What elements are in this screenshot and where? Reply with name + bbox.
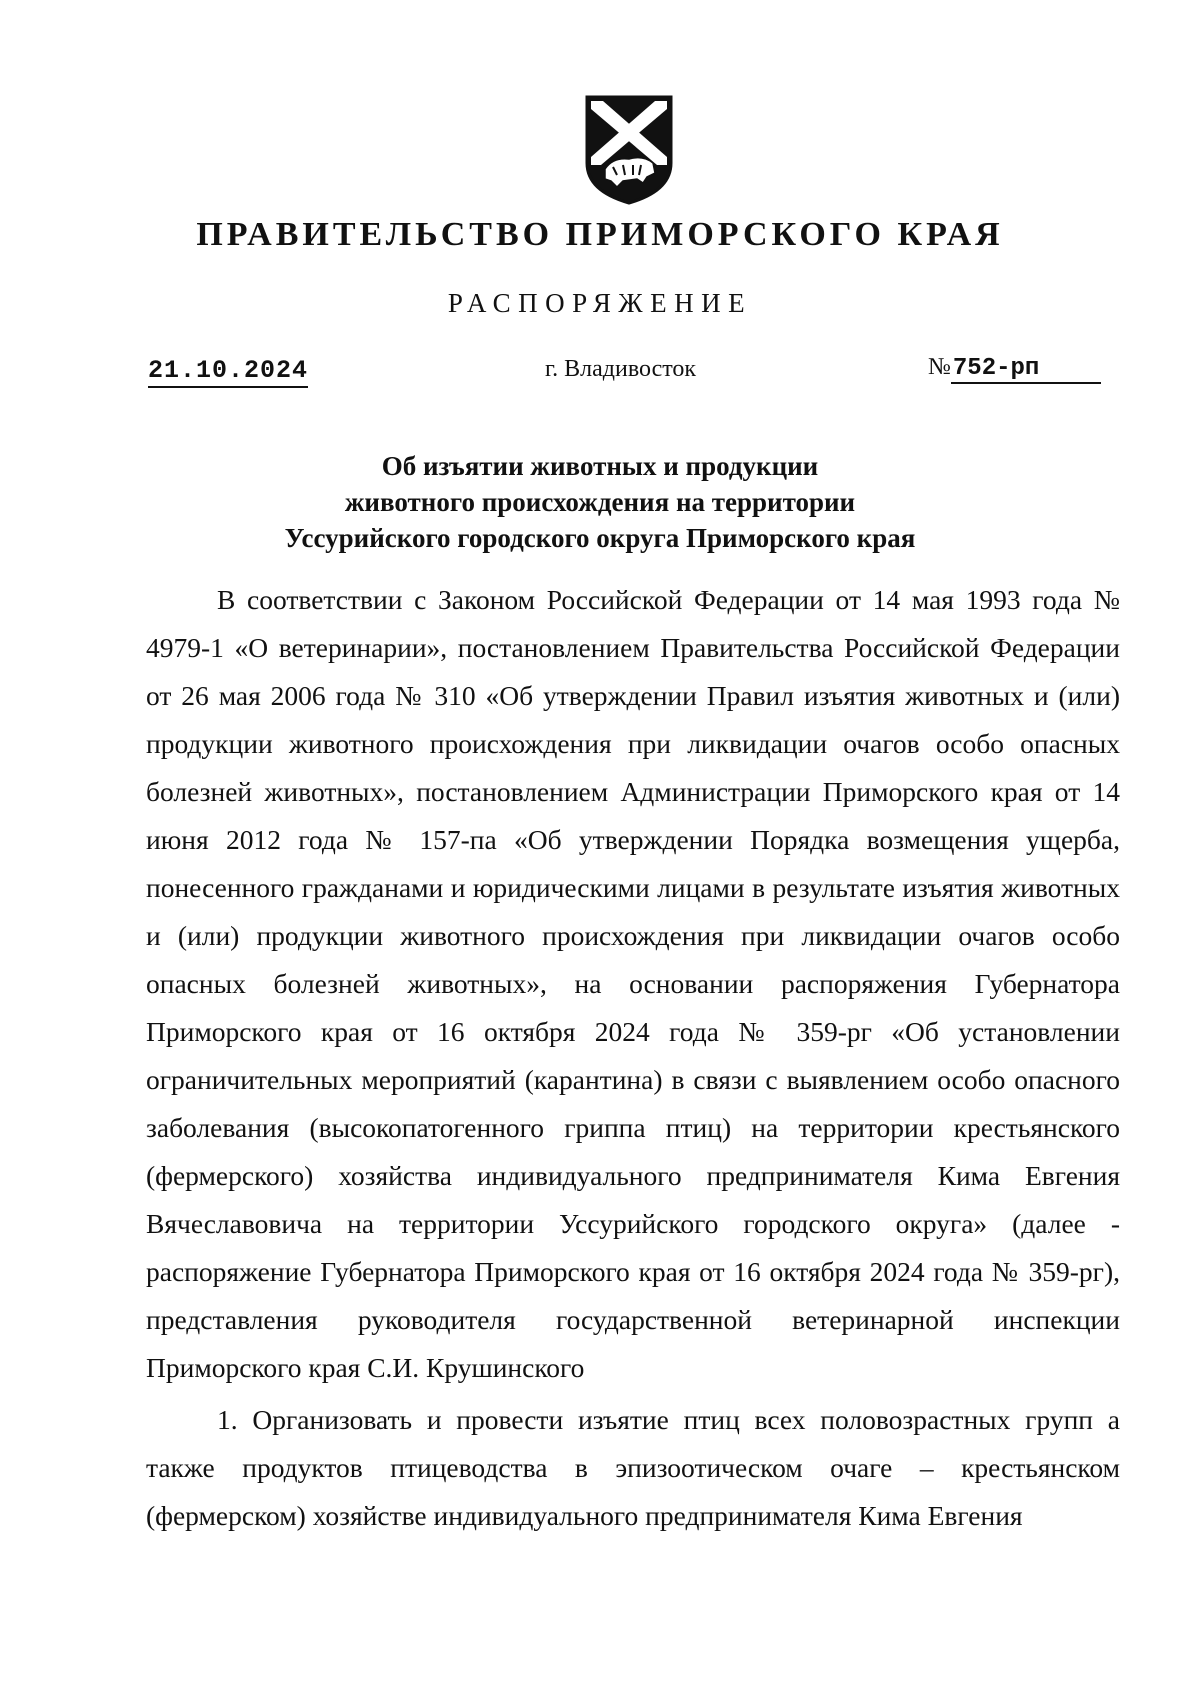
title-line-1: Об изъятии животных и продукции bbox=[381, 451, 819, 481]
document-city: г. Владивосток bbox=[545, 356, 697, 382]
coat-of-arms-icon bbox=[583, 93, 675, 207]
title-line-2: животного происхождения на территории bbox=[344, 487, 856, 517]
number-value: 752-рп bbox=[951, 355, 1101, 384]
document-title bbox=[0, 448, 1200, 556]
item-1-paragraph: 1. Организовать и провести изъятие птиц всех половозрастных групп а также продуктов птицеводства в эпизоотическом очаге – крестьянском (фермерском) хозяйстве индивидуального предпринимателя Кима Евгения bbox=[146, 1404, 1120, 1531]
preamble-paragraph: В соответствии с Законом Российской Федерации от 14 мая 1993 года № 4979-1 «О ветеринарии», постановлением Правительства Российской Федерации от 26 мая 2006 года № 310 «Об утверждении Правил изъятия животных и (или) продукции животного происхождения при ликвидации очагов особо опасных болезней животных», постановлением Администрации Приморского края от 14 июня 2012 года № 157-па «Об утверждении Порядка возмещения ущерба, понесенного гражданами и юридическими лицами в результате изъятия животных и (или) продукции животного происхождения при ликвидации очагов особо опасных болезней животных», на основании распоряжения Губернатора Приморского края от 16 октября 2024 года № 359-рг «Об установлении ограничительных мероприятий (карантина) в связи с выявлением особо опасного заболевания (высокопатогенного гриппа птиц) на территории крестьянского (фермерского) хозяйства индивидуального предпринимателя Кима Евгения Вячеславовича на территории Уссурийского городского округа» (далее - распоряжение Губернатора Приморского края от 16 октября 2024 года № 359-рг), представления руководителя государственной ветеринарной инспекции Приморского края С.И. Крушинского bbox=[146, 584, 1120, 1383]
document-number bbox=[928, 354, 1101, 384]
document-type: РАСПОРЯЖЕНИЕ bbox=[447, 288, 753, 318]
number-sign: № bbox=[928, 354, 951, 380]
organization-name: ПРАВИТЕЛЬСТВО ПРИМОРСКОГО КРАЯ bbox=[196, 216, 1004, 253]
title-line-3: Уссурийского городского округа Приморского края bbox=[284, 523, 916, 553]
document-date: 21.10.2024 bbox=[148, 356, 308, 388]
